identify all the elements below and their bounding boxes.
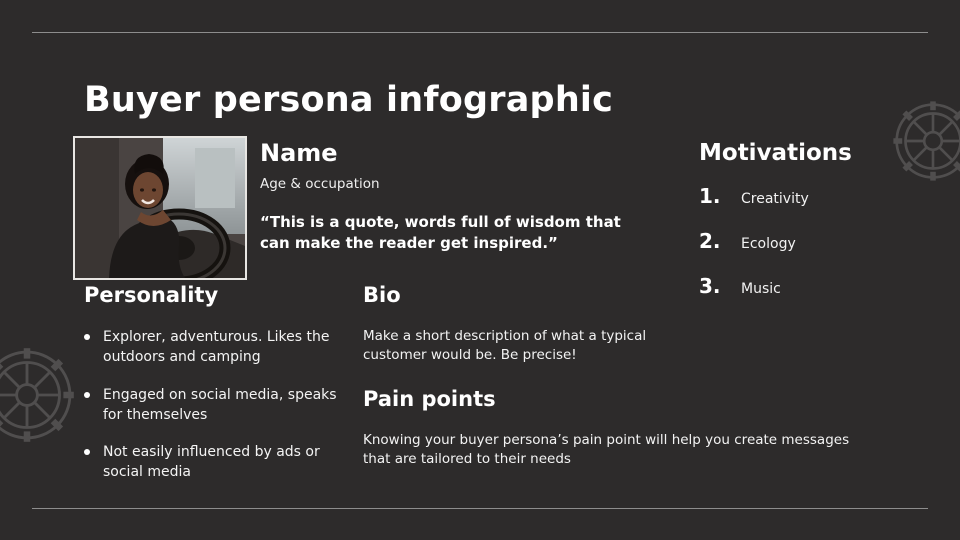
list-item bbox=[84, 442, 352, 483]
bio-section bbox=[363, 283, 693, 365]
motivation-number: 2. bbox=[699, 229, 721, 253]
motivation-item bbox=[699, 274, 929, 298]
motivation-number: 1. bbox=[699, 184, 721, 208]
persona-photo bbox=[73, 136, 247, 280]
personality-item-text: Not easily influenced by ads or social media bbox=[103, 444, 320, 481]
list-item bbox=[84, 385, 352, 426]
motivation-item bbox=[699, 184, 929, 208]
top-divider bbox=[32, 32, 928, 33]
pain-points-section bbox=[363, 387, 853, 469]
list-item bbox=[84, 327, 352, 368]
motivation-number: 3. bbox=[699, 274, 721, 298]
persona-age-occupation: Age & occupation bbox=[260, 176, 380, 193]
motivation-label: Creativity bbox=[741, 191, 809, 207]
motivation-item bbox=[699, 229, 929, 253]
bullet-icon bbox=[84, 392, 90, 398]
page-title: Buyer persona infographic bbox=[84, 80, 614, 121]
bullet-icon bbox=[84, 449, 90, 455]
motivation-label: Music bbox=[741, 281, 781, 297]
bottom-divider bbox=[32, 508, 928, 509]
gear-icon bbox=[0, 330, 92, 464]
bio-text: Make a short description of what a typical customer would be. Be precise! bbox=[363, 328, 647, 364]
bio-heading: Bio bbox=[363, 283, 401, 307]
persona-name-block bbox=[260, 140, 660, 253]
personality-item-text: Engaged on social media, speaks for themselves bbox=[103, 386, 337, 423]
pain-points-heading: Pain points bbox=[363, 387, 496, 411]
motivation-label: Ecology bbox=[741, 236, 796, 252]
persona-name-heading: Name bbox=[260, 139, 338, 167]
bullet-icon bbox=[84, 334, 90, 340]
motivations-section bbox=[699, 140, 929, 319]
personality-section bbox=[84, 283, 352, 500]
personality-heading: Personality bbox=[84, 283, 219, 307]
motivations-heading: Motivations bbox=[699, 140, 852, 166]
pain-points-text: Knowing your buyer persona’s pain point will help you create messages that are tailored to their needs bbox=[363, 432, 850, 468]
persona-quote: “This is a quote, words full of wisdom that can make the reader get inspired.” bbox=[260, 213, 621, 252]
personality-item-text: Explorer, adventurous. Likes the outdoors and camping bbox=[103, 329, 330, 366]
